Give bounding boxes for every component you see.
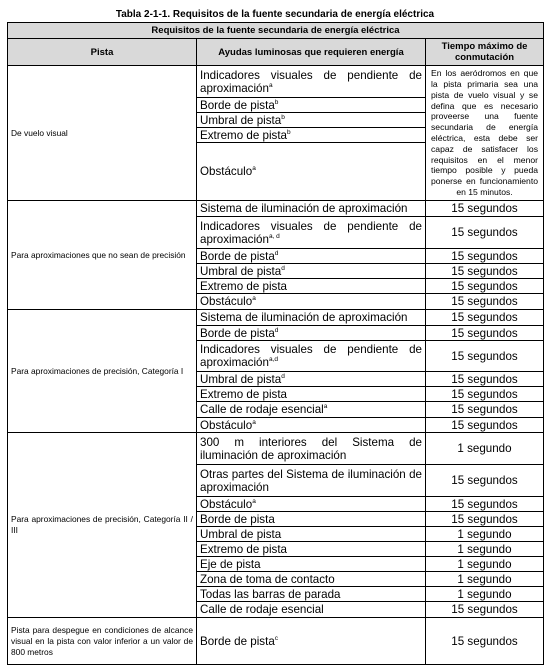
ayuda-cell	[197, 572, 426, 587]
ayuda-label: Obstáculo	[200, 165, 253, 178]
ayuda-cell	[197, 294, 426, 310]
ayuda-cell	[197, 143, 426, 201]
pista-cell: Pista para despegue en condiciones de alcance visual en la pista con valor inferior a un valor de 800 metros	[8, 618, 197, 665]
ayuda-cell	[197, 128, 426, 143]
ayuda-label: Indicadores visuales de pendiente de aproximación	[200, 68, 422, 95]
tiempo-cell: 15 segundos	[426, 217, 544, 249]
tiempo-cell: 15 segundos	[426, 294, 544, 310]
ayuda-cell	[197, 217, 426, 249]
ayuda-cell	[197, 310, 426, 326]
tiempo-cell: 1 segundo	[426, 433, 544, 465]
footnote-mark: b	[287, 128, 291, 136]
table-row	[8, 618, 544, 665]
ayuda-cell	[197, 587, 426, 602]
ayuda-label: Indicadores visuales de pendiente de aproximación	[200, 343, 422, 369]
ayuda-label: Todas las barras de parada	[200, 587, 341, 601]
ayuda-cell	[197, 264, 426, 279]
footnote-mark: d	[274, 326, 279, 334]
tiempo-cell: 15 segundos	[426, 264, 544, 279]
ayuda-label: Borde de pista	[200, 98, 275, 112]
ayuda-label: Borde de pista	[200, 326, 275, 340]
ayuda-label: Extremo de pista	[200, 387, 287, 401]
requirements-table	[7, 22, 544, 665]
ayuda-label: Umbral de pista	[200, 527, 282, 541]
pista-cell: De vuelo visual	[8, 66, 197, 201]
footnote-mark: c	[274, 634, 279, 642]
ayuda-label: Borde de pista	[200, 512, 275, 526]
ayuda-cell	[197, 557, 426, 572]
ayuda-label: Obstáculo	[200, 295, 253, 308]
ayuda-label: Extremo de pista	[200, 542, 287, 556]
ayuda-cell	[197, 326, 426, 341]
ayuda-cell	[197, 279, 426, 294]
ayuda-label: 300 m interiores del Sistema de iluminación de aproximación	[200, 435, 422, 462]
tiempo-cell: 1 segundo	[426, 587, 544, 602]
footnote-mark: d	[274, 249, 279, 257]
ayuda-cell	[197, 372, 426, 387]
ayuda-cell	[197, 465, 426, 497]
tiempo-cell: 15 segundos	[426, 249, 544, 264]
footnote-mark: d	[281, 264, 285, 272]
ayuda-label: Umbral de pista	[200, 113, 282, 127]
footnote-mark: d	[281, 372, 285, 380]
pista-cell: Para aproximaciones de precisión, Categoría II / III	[8, 433, 197, 618]
ayuda-label: Umbral de pista	[200, 372, 282, 386]
ayuda-label: Sistema de iluminación de aproximación	[200, 311, 408, 324]
table-row	[8, 66, 544, 98]
header-tiempo: Tiempo máximo de conmutación	[426, 39, 544, 66]
ayuda-label: Otras partes del Sistema de iluminación de aproximación	[200, 467, 422, 494]
header-pista: Pista	[8, 39, 197, 66]
ayuda-cell	[197, 433, 426, 465]
table-row	[8, 201, 544, 217]
ayuda-cell	[197, 497, 426, 512]
tiempo-cell: 15 segundos	[426, 279, 544, 294]
ayuda-cell	[197, 341, 426, 372]
pista-cell: Para aproximaciones de precisión, Categoría I	[8, 310, 197, 433]
tiempo-cell: 1 segundo	[426, 527, 544, 542]
ayuda-cell	[197, 249, 426, 264]
table-row	[8, 310, 544, 326]
tiempo-cell: 15 segundos	[426, 201, 544, 217]
ayuda-cell	[197, 602, 426, 618]
footnote-mark: a	[252, 165, 256, 172]
header-ayudas: Ayudas luminosas que requieren energía	[197, 39, 426, 66]
ayuda-label: Calle de rodaje esencial	[200, 403, 324, 416]
ayuda-label: Calle de rodaje esencial	[200, 603, 324, 616]
tiempo-cell: 15 segundos	[426, 372, 544, 387]
ayuda-cell	[197, 201, 426, 217]
table-row	[8, 433, 544, 465]
ayuda-label: Zona de toma de contacto	[200, 572, 335, 586]
ayuda-cell	[197, 402, 426, 418]
tiempo-cell: 15 segundos	[426, 326, 544, 341]
table-caption: Tabla 2-1-1. Requisitos de la fuente secundaria de energía eléctrica	[115, 9, 435, 20]
tiempo-cell: En los aeródromos en que la pista primaria sea una pista de vuelo visual y se defina que es necesario proveerse una fuente secundaria de energía eléctrica, esta debe ser capaz de satisfacer los requisitos en el menor tiempo posible y pueda ponerse en funcionamiento en 15 minutos.	[426, 66, 544, 201]
ayuda-cell	[197, 113, 426, 128]
footnote-mark: a	[252, 295, 256, 302]
tiempo-cell: 15 segundos	[426, 418, 544, 433]
ayuda-cell	[197, 98, 426, 113]
footnote-mark: a,d	[268, 356, 278, 363]
ayuda-cell	[197, 618, 426, 665]
ayuda-label: Extremo de pista	[200, 279, 287, 293]
ayuda-label: Borde de pista	[200, 634, 275, 648]
footnote-mark: a	[252, 418, 256, 426]
tiempo-cell: 1 segundo	[426, 557, 544, 572]
ayuda-cell	[197, 512, 426, 527]
ayuda-cell	[197, 542, 426, 557]
ayuda-label: Obstáculo	[200, 418, 253, 432]
ayuda-label: Extremo de pista	[200, 128, 287, 142]
ayuda-cell	[197, 418, 426, 433]
table-title: Requisitos de la fuente secundaria de energía eléctrica	[8, 23, 544, 39]
footnote-mark: a	[323, 403, 328, 410]
table-body	[8, 66, 544, 665]
ayuda-cell	[197, 527, 426, 542]
tiempo-cell: 15 segundos	[426, 310, 544, 326]
tiempo-cell: 15 segundos	[426, 465, 544, 497]
tiempo-cell: 15 segundos	[426, 387, 544, 402]
tiempo-cell: 15 segundos	[426, 402, 544, 418]
ayuda-label: Obstáculo	[200, 497, 253, 511]
ayuda-label: Umbral de pista	[200, 264, 282, 278]
tiempo-cell: 15 segundos	[426, 497, 544, 512]
ayuda-label: Borde de pista	[200, 249, 275, 263]
footnote-mark: b	[281, 113, 285, 121]
pista-cell: Para aproximaciones que no sean de precisión	[8, 201, 197, 310]
tiempo-cell: 15 segundos	[426, 341, 544, 372]
footnote-mark: a, d	[268, 232, 280, 240]
ayuda-label: Eje de pista	[200, 557, 261, 571]
ayuda-cell	[197, 387, 426, 402]
ayuda-label: Sistema de iluminación de aproximación	[200, 202, 408, 215]
tiempo-cell: 15 segundos	[426, 602, 544, 618]
tiempo-cell: 1 segundo	[426, 572, 544, 587]
footnote-mark: b	[274, 98, 279, 106]
ayuda-cell	[197, 66, 426, 98]
tiempo-cell: 15 segundos	[426, 618, 544, 665]
tiempo-cell: 1 segundo	[426, 542, 544, 557]
ayuda-label: Indicadores visuales de pendiente de aproximación	[200, 219, 422, 246]
tiempo-cell: 15 segundos	[426, 512, 544, 527]
footnote-mark: a	[252, 497, 256, 505]
footnote-mark: a	[268, 81, 273, 89]
